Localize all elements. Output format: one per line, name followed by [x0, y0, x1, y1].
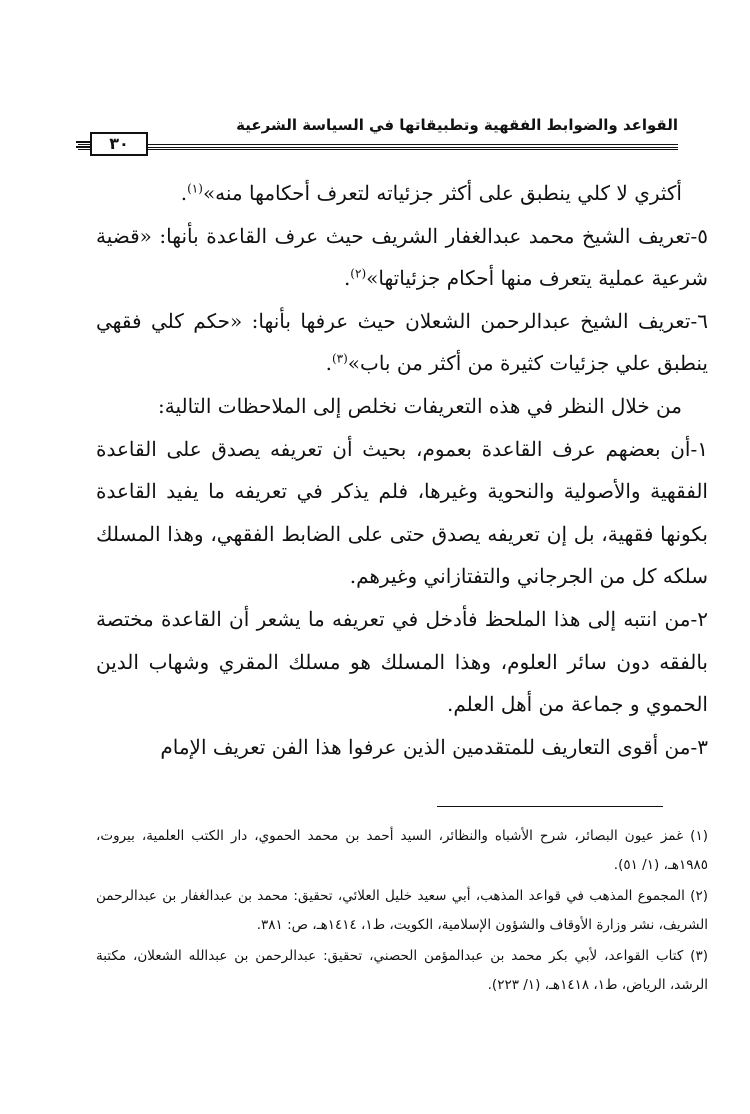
page-number-dash — [76, 146, 92, 148]
paragraph: ٢-من انتبه إلى هذا الملحظ فأدخل في تعريفه ما يشعر أن القاعدة مختصة بالفقه دون سائر العلوم، وهذا المسلك هو مسلك المقري وشهاب الدين الحموي و جماعة من أهل العلم. — [96, 606, 709, 717]
header-title: القواعد والضوابط الفقهية وتطبيقاتها في السياسة الشرعية — [236, 116, 678, 134]
footnote: (١) غمز عيون البصائر، شرح الأشباه والنظائر، السيد أحمد بن محمد الحموي، دار الكتب العلمية، بيروت، ١٩٨٥هـ، (١/ ٥١). — [96, 828, 708, 873]
page-number-dash — [76, 141, 92, 143]
footnotes — [96, 822, 708, 1002]
footnote-ref: (٢) — [350, 266, 367, 281]
footnote-ref: (١) — [187, 181, 203, 196]
paragraph-end: . — [343, 266, 351, 291]
main-text — [96, 172, 708, 768]
paragraph: ٣-من أقوى التعاريف للمتقدمين الذين عرفوا هذا الفن تعريف الإمام — [160, 734, 708, 759]
paragraph-end: . — [325, 351, 332, 376]
footnote: (٣) كتاب القواعد، لأبي بكر محمد بن عبدالمؤمن الحصني، تحقيق: عبدالرحمن بن عبدالله الشعلان، مكتبة الرشد، الرياض، ط١، ١٤١٨هـ، (١/ ٢٢٣). — [96, 948, 708, 993]
paragraph-end: . — [180, 181, 188, 205]
running-header — [78, 112, 678, 160]
paragraph — [96, 172, 708, 215]
paragraph — [96, 215, 708, 300]
paragraph-text: ٦-تعريف الشيخ عبدالرحمن الشعلان حيث عرفها بأنها: «حكم كلي فقهي ينطبق علي جزئيات كثيرة من أكثر من باب» — [96, 308, 708, 376]
footnote: (٢) المجموع المذهب في قواعد المذهب، أبي سعيد خليل العلائي، تحقيق: محمد بن عبدالغفار بن عبدالرحمن الشريف، نشر وزارة الأوقاف والشؤون الإسلامية، الكويت، ط١، ١٤١٤هـ، ص: ٣٨١. — [96, 888, 708, 933]
paragraph-text: ٥-تعريف الشيخ محمد عبدالغفار الشريف حيث عرف القاعدة بأنها: «قضية شرعية عملية يتعرف منها أحكام جزئياتها» — [96, 223, 708, 291]
page-number-text: ٣٠ — [109, 134, 129, 153]
header-rule — [78, 144, 678, 148]
footnote-separator — [437, 806, 663, 807]
page-number — [90, 132, 148, 156]
paragraph — [96, 300, 708, 385]
paragraph: ١-أن بعضهم عرف القاعدة بعموم، بحيث أن تعريفه يصدق على القاعدة الفقهية والأصولية والنحوية وغيرها، فلم يذكر في تعريفه ما يفيد القاعدة بكونها فقهية، بل إن تعريفه يصدق حتى على الضابط الفقهي، وهذا المسلك سلكه كل من الجرجاني والتفتازاني وغيرهم. — [96, 436, 708, 589]
footnote-ref: (٣) — [331, 351, 348, 366]
paragraph-text: أكثري لا كلي ينطبق على أكثر جزئياته لتعرف أحكامها منه» — [202, 181, 682, 205]
paragraph: من خلال النظر في هذه التعريفات نخلص إلى الملاحظات التالية: — [158, 393, 682, 418]
header-rule-thin — [78, 149, 678, 150]
